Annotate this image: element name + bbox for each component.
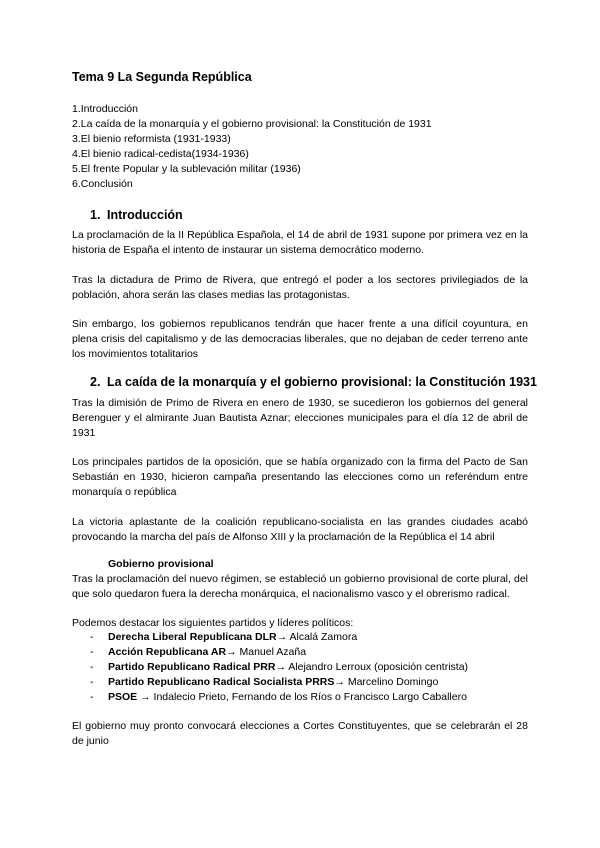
paragraph: Los principales partidos de la oposición, que se había organizado con la firma del Pacto de San Sebastián en 1930, hicieron campaña presentando las elecciones como un referéndum entre monarquía o república (72, 456, 528, 498)
section-number: 1. (90, 208, 101, 222)
party-leader: → Alcalá Zamora (276, 631, 358, 643)
section-1-heading (90, 208, 183, 222)
party-leader: → Alejandro Lerroux (oposición centrista) (275, 661, 469, 673)
bullet-dash: - (90, 631, 94, 643)
table-of-contents (72, 102, 432, 192)
bullet-dash: - (90, 646, 94, 658)
party-name: Derecha Liberal Republicana DLR (108, 631, 277, 643)
list-item (72, 675, 468, 690)
toc-item: 2.La caída de la monarquía y el gobierno provisional: la Constitución de 1931 (72, 118, 432, 130)
paragraph: Tras la dimisión de Primo de Rivera en enero de 1930, se sucedieron los gobiernos del general Berenguer y el almirante Juan Bautista Aznar; elecciones municipales para el día 12 de abril de 1931 (72, 397, 528, 439)
parties-list (72, 630, 468, 705)
party-name: Partido Republicano Radical Socialista PRRS (108, 676, 335, 688)
party-name: Acción Republicana AR (108, 646, 227, 658)
list-item (72, 630, 468, 645)
section-number: 2. (90, 375, 101, 389)
party-name: Partido Republicano Radical PRR (108, 661, 276, 673)
parties-intro: Podemos destacar los siguientes partidos y líderes políticos: (72, 617, 354, 629)
party-leader: → Manuel Azaña (226, 646, 307, 658)
section-2-heading (90, 375, 537, 389)
toc-item: 1.Introducción (72, 103, 138, 115)
subheading: Gobierno provisional (108, 558, 214, 570)
list-item (72, 690, 468, 705)
toc-item: 6.Conclusión (72, 178, 133, 190)
list-item (72, 645, 468, 660)
section-heading-text: La caída de la monarquía y el gobierno provisional: la Constitución 1931 (107, 375, 537, 389)
paragraph: La victoria aplastante de la coalición republicano-socialista en las grandes ciudades acabó provocando la marcha del país de Alfonso XIII y la proclamación de la República el 14 abril (72, 516, 528, 543)
toc-item: 4.El bienio radical-cedista(1934-1936) (72, 148, 249, 160)
paragraph: La proclamación de la II República Española, el 14 de abril de 1931 supone por primera vez en la historia de España el intento de instaurar un sistema democrático moderno. (72, 229, 528, 256)
document-title: Tema 9 La Segunda República (72, 70, 252, 84)
party-leader: → Marcelino Domingo (334, 676, 439, 688)
paragraph: Tras la dictadura de Primo de Rivera, que entregó el poder a los sectores privilegiados de la población, ahora serán las clases medias las protagonistas. (72, 274, 528, 301)
bullet-dash: - (90, 691, 94, 703)
toc-item: 3.El bienio reformista (1931-1933) (72, 133, 231, 145)
bullet-dash: - (90, 661, 94, 673)
list-item (72, 660, 468, 675)
toc-item: 5.El frente Popular y la sublevación militar (1936) (72, 163, 301, 175)
paragraph: El gobierno muy pronto convocará elecciones a Cortes Constituyentes, que se celebrarán el 28 de junio (72, 720, 528, 747)
paragraph: Tras la proclamación del nuevo régimen, se estableció un gobierno provisional de corte plural, del que solo quedaron fuera la derecha monárquica, el nacionalismo vasco y el obrerismo radical. (72, 573, 528, 600)
bullet-dash: - (90, 676, 94, 688)
party-leader: → Indalecio Prieto, Fernando de los Ríos o Francisco Largo Caballero (137, 691, 467, 703)
party-name: PSOE (108, 691, 138, 703)
section-heading-text: Introducción (107, 208, 183, 222)
paragraph: Sin embargo, los gobiernos republicanos tendrán que hacer frente a una difícil coyuntura, en plena crisis del capitalismo y de las democracias liberales, que no dejaban de ceder terreno ante los movimientos totalitarios (72, 318, 528, 360)
